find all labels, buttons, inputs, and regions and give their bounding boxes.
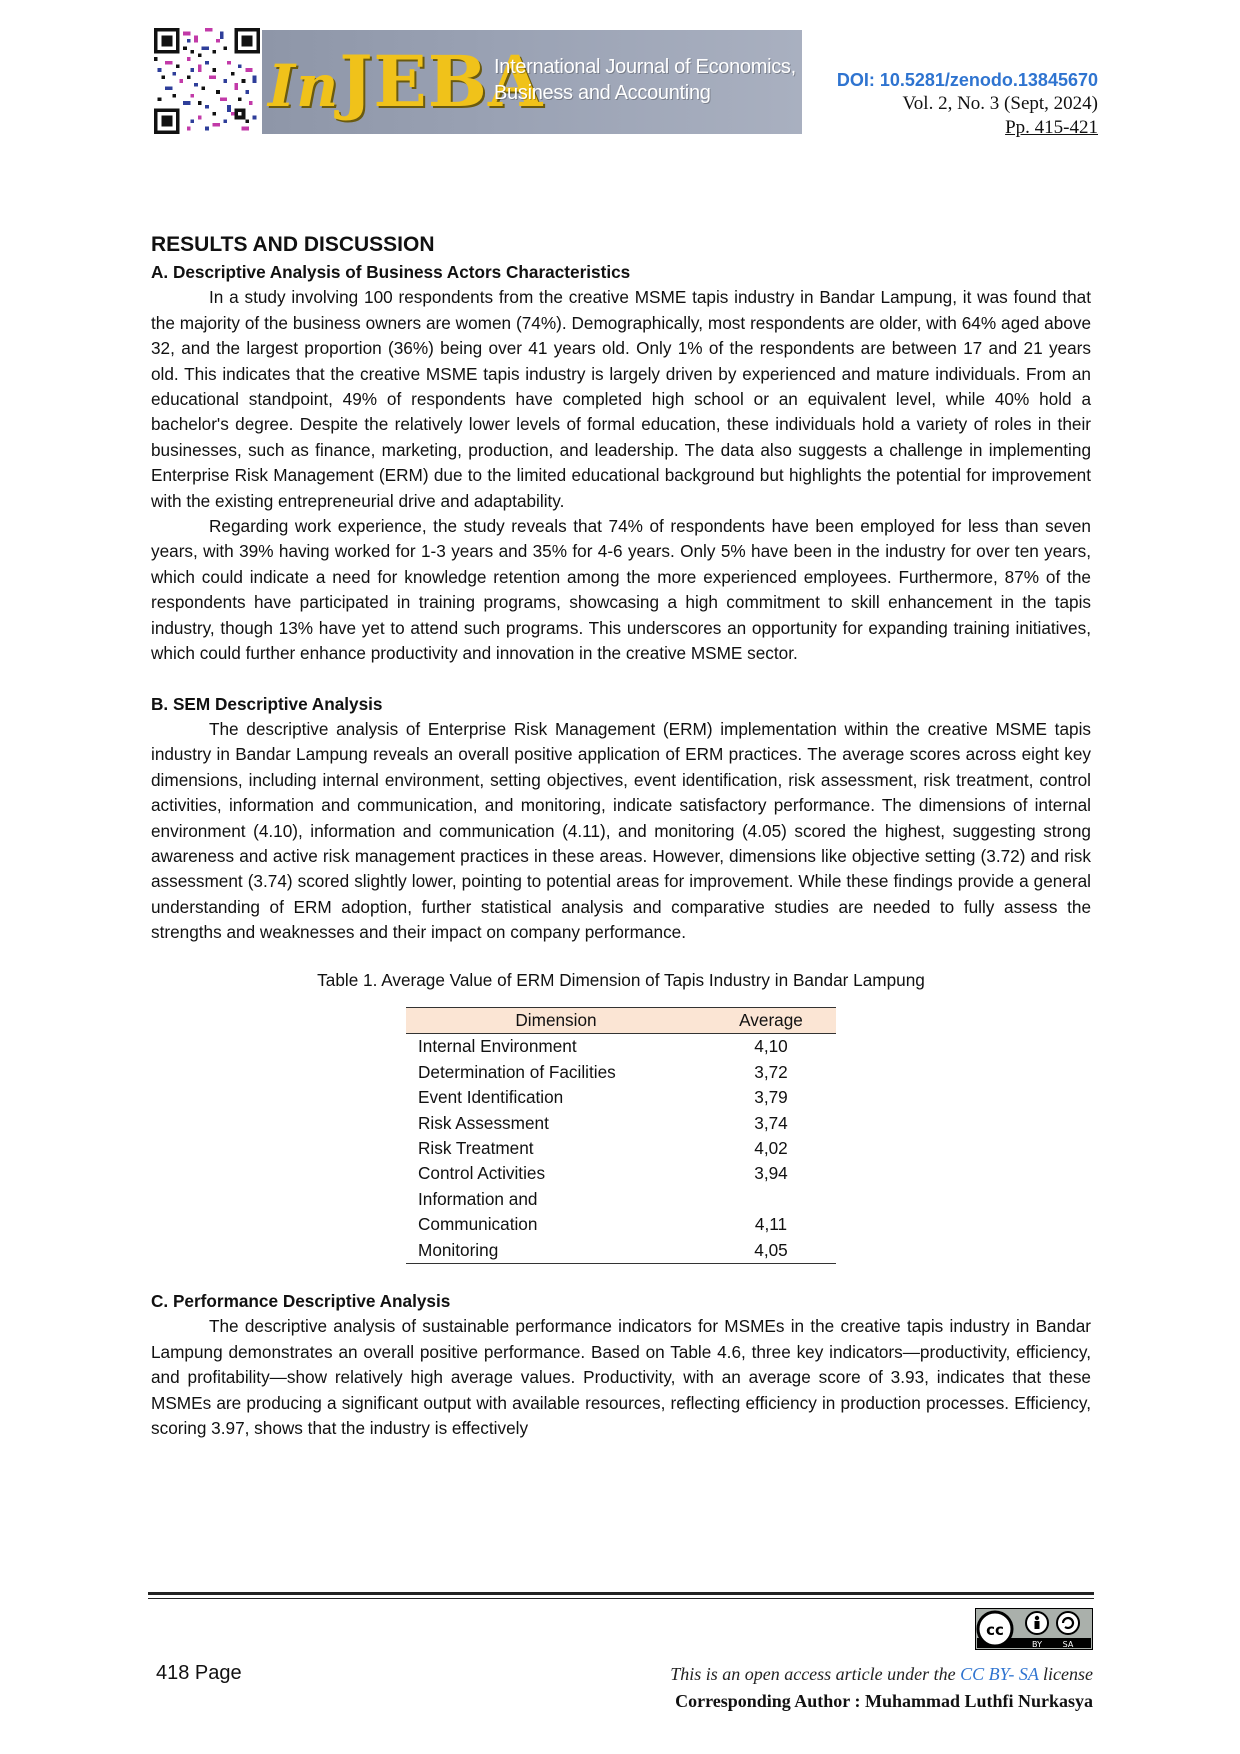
table-row xyxy=(406,1187,836,1238)
table-header-row xyxy=(406,1007,836,1033)
table-row xyxy=(406,1161,836,1186)
average-cell: 3,79 xyxy=(754,1087,788,1108)
footer-rule-thin xyxy=(148,1598,1094,1599)
page-range: Pp. 415-421 xyxy=(1005,117,1098,138)
license-note: This is an open access article under the CC BY- SA license xyxy=(670,1664,1093,1684)
average-cell: 3,74 xyxy=(754,1112,788,1133)
column-header-dimension: Dimension xyxy=(406,1007,706,1033)
volume-info: Vol. 2, No. 3 (Sept, 2024) xyxy=(902,93,1098,114)
corresponding-author: Corresponding Author : Muhammad Luthfi Nurkasya xyxy=(675,1691,1093,1711)
table-row xyxy=(406,1111,836,1136)
section-title: RESULTS AND DISCUSSION xyxy=(151,233,435,256)
license-link[interactable]: CC BY- SA xyxy=(960,1664,1039,1684)
journal-logo: InJEBA xyxy=(268,40,544,123)
dimension-cell: Control Activities xyxy=(418,1163,546,1184)
section-b-heading: B. SEM Descriptive Analysis xyxy=(151,693,383,714)
section-c-heading: C. Performance Descriptive Analysis xyxy=(151,1291,451,1312)
section-b-paragraph-1: The descriptive analysis of Enterprise Risk Management (ERM) implementation within the creative MSME tapis industry in Bandar Lampung reveals an overall positive application of ERM practices. The average scores across eight key dimensions, including internal environment, setting objectives, event identification, risk assessment, risk treatment, control activities, information and communication, and monitoring, indicate satisfactory performance. The dimensions of internal environment (4.10), information and communication (4.11), and monitoring (4.05) scored the highest, suggesting strong awareness and active risk management practices in these areas. However, dimensions like objective setting (3.72) and risk assessment (3.74) scored slightly lower, pointing to potential areas for improvement. While these findings provide a general understanding of ERM adoption, further statistical analysis and comparative studies are needed to fully assess the strengths and weaknesses and their impact on company performance. xyxy=(151,718,1091,943)
dimension-cell: Event Identification xyxy=(418,1087,564,1108)
table-row xyxy=(406,1238,836,1264)
page-number: 418 Page xyxy=(156,1662,242,1684)
doi-link[interactable]: DOI: 10.5281/zenodo.13845670 xyxy=(836,70,1098,90)
svg-text:cc: cc xyxy=(986,1621,1004,1639)
dimension-cell: Risk Treatment xyxy=(418,1138,534,1158)
average-cell: 4,10 xyxy=(754,1036,788,1057)
svg-text:BY: BY xyxy=(1032,1640,1042,1649)
qr-code-icon xyxy=(154,28,260,134)
section-a-heading: A. Descriptive Analysis of Business Actors Characteristics xyxy=(151,262,631,282)
table-caption: Table 1. Average Value of ERM Dimension of Tapis Industry in Bandar Lampung xyxy=(317,969,925,990)
journal-banner xyxy=(262,30,802,134)
section-a-paragraph-1: In a study involving 100 respondents from the creative MSME tapis industry in Bandar Lampung, it was found that the majority of the business owners are women (74%). Demographically, most respondents are older, with 64% aged above 32, and the largest proportion (36%) being over 41 years old. Only 1% of the respondents are between 17 and 21 years old. This indicates that the creative MSME tapis industry is largely driven by experienced and mature individuals. From an educational standpoint, 49% of respondents have completed high school or an equivalent level, while 40% hold a bachelor's degree. Despite the relatively lower levels of formal education, these individuals hold a variety of roles in their businesses, such as finance, marketing, production, and leadership. The data also suggests a challenge in implementing Enterprise Risk Management (ERM) due to the limited educational background but highlights the potential for improvement with the existing entrepreneurial drive and adaptability. xyxy=(151,287,1091,511)
svg-text:SA: SA xyxy=(1062,1640,1074,1649)
average-cell: 4,02 xyxy=(754,1138,788,1158)
dimension-cell: Internal Environment xyxy=(418,1036,577,1057)
table-row xyxy=(406,1034,836,1060)
erm-table xyxy=(406,1007,836,1264)
section-a-paragraph-2: Regarding work experience, the study reveals that 74% of respondents have been employed for less than seven years, with 39% having worked for 1-3 years and 35% for 4-6 years. Only 5% have been in the industry for over ten years, which could indicate a need for knowledge retention among the more experienced employees. Furthermore, 87% of the respondents have participated in training programs, showcasing a high commitment to skill enhancement in the tapis industry, though 13% have yet to attend such programs. This underscores an opportunity for expanding training initiatives, which could further enhance productivity and innovation in the creative MSME sector. xyxy=(151,516,1091,664)
average-cell: 3,94 xyxy=(754,1163,788,1184)
average-cell: 4,05 xyxy=(706,1238,836,1264)
article-meta xyxy=(837,68,1098,140)
average-cell: 4,11 xyxy=(754,1214,788,1235)
dimension-cell: Monitoring xyxy=(406,1238,706,1264)
footer-rule xyxy=(148,1592,1094,1595)
section-c-paragraph-1: The descriptive analysis of sustainable performance indicators for MSMEs in the creative tapis industry in Bandar Lampung demonstrates an overall positive performance. Based on Table 4.6, three key indicators—productivity, efficiency, and profitability—show relatively high average values. Productivity, with an average score of 3.93, indicates that these MSMEs are producing a significant output with available resources, reflecting efficiency in production processes. Efficiency, scoring 3.97, shows that the industry is effectively xyxy=(151,1316,1091,1439)
article-body xyxy=(151,232,1091,1441)
table-row xyxy=(406,1136,836,1161)
cc-by-sa-icon[interactable] xyxy=(975,1608,1093,1650)
average-cell: 3,72 xyxy=(754,1061,788,1082)
dimension-cell: Determination of Facilities xyxy=(418,1061,616,1082)
dimension-cell: Information and Communication xyxy=(418,1188,538,1235)
journal-name: International Journal of Economics, Business and Accounting xyxy=(494,56,796,104)
table-row xyxy=(406,1060,836,1085)
dimension-cell: Risk Assessment xyxy=(418,1112,549,1133)
column-header-average: Average xyxy=(706,1007,836,1033)
table-row xyxy=(406,1085,836,1110)
